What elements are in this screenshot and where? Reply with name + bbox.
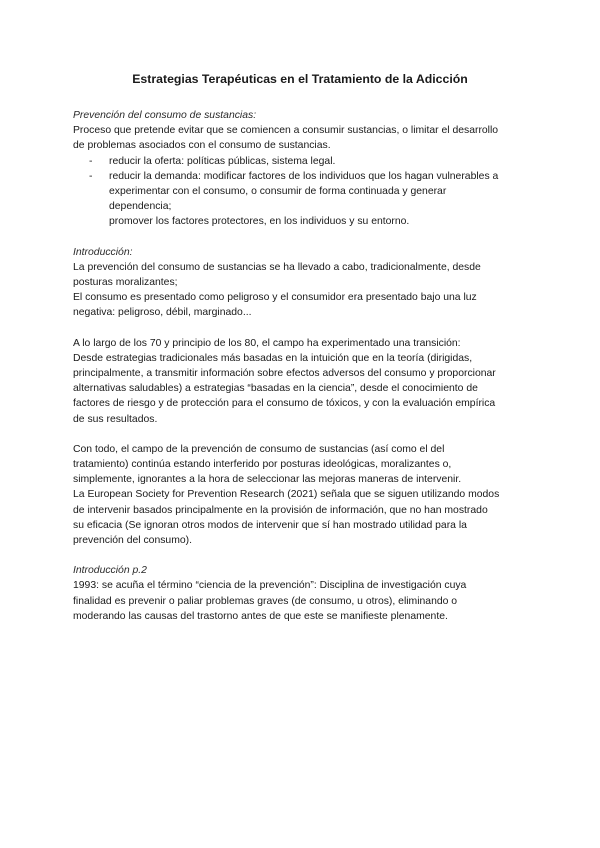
paragraph-line: tratamiento) continúa estando interferido por posturas ideológicas, moralizantes o, [73, 459, 452, 471]
paragraph-line: de problemas asociados con el consumo de sustancias. [73, 140, 331, 152]
bullet-text: reducir la oferta: políticas públicas, sistema legal. [109, 155, 336, 167]
paragraph-line: alternativas saludables) a estrategias “basadas en la ciencia”, desde el conocimiento de [73, 383, 478, 395]
paragraph-line: simplemente, ignorantes a la hora de seleccionar las mejoras maneras de intervenir. [73, 474, 462, 486]
document-body [73, 108, 535, 624]
bullet-list [73, 154, 535, 215]
paragraph-line: prevención del consumo). [73, 535, 192, 547]
paragraph-line: Desde estrategias tradicionales más basadas en la intuición que en la teoría (dirigidas, [73, 352, 473, 364]
paragraph-line: factores de riesgo y de protección para el consumo de tóxicos, y con la evaluación empírica [73, 398, 496, 410]
bullet-item [73, 154, 535, 169]
spacer [73, 230, 535, 245]
paragraph-line: La European Society for Prevention Research (2021) señala que se siguen utilizando modos [73, 489, 500, 501]
paragraph-line: de sus resultados. [73, 413, 158, 425]
paragraph-line: moderando las causas del trastorno antes de que este se manifieste plenamente. [73, 610, 448, 622]
paragraph-line: A lo largo de los 70 y principio de los 80, el campo ha experimentado una transición: [73, 337, 461, 349]
paragraph-line: finalidad es prevenir o paliar problemas graves (de consumo, u otros), eliminando o [73, 595, 458, 607]
document-title: Estrategias Terapéuticas en el Tratamiento de la Adicción [132, 72, 468, 86]
bullet-text: experimentar con el consumo, o consumir de forma continuada y generar [109, 186, 447, 198]
section-heading-introduction-p2: Introducción p.2 [73, 565, 147, 577]
paragraph-line: de intervenir basados principalmente en la provisión de información, que no han mostrado [73, 504, 488, 516]
spacer [73, 427, 535, 442]
bullet-continuation: promover los factores protectores, en los individuos y su entorno. [109, 216, 410, 228]
paragraph-line: principalmente, a transmitir información sobre efectos adversos del consumo y proporcionar [73, 368, 496, 380]
paragraph-line: negativa: peligroso, débil, marginado... [73, 307, 252, 319]
spacer [73, 548, 535, 563]
section-heading-introduction: Introducción: [73, 246, 133, 258]
section-heading-prevention: Prevención del consumo de sustancias: [73, 110, 257, 121]
paragraph-line: posturas moralizantes; [73, 277, 178, 289]
paragraph-line: Con todo, el campo de la prevención de consumo de sustancias (así como el del [73, 443, 445, 455]
bullet-dash: - [89, 170, 93, 182]
paragraph-line: 1993: se acuña el término “ciencia de la prevención”: Disciplina de investigación cuya [73, 580, 467, 592]
bullet-dash: - [89, 155, 93, 167]
paragraph-line: Proceso que pretende evitar que se comiencen a consumir sustancias, o limitar el desarrollo [73, 125, 499, 137]
bullet-text: reducir la demanda: modificar factores de los individuos que los hagan vulnerables a [109, 170, 499, 182]
bullet-item [73, 169, 535, 215]
paragraph-line: La prevención del consumo de sustancias se ha llevado a cabo, tradicionalmente, desde [73, 261, 481, 273]
bullet-text: dependencia; [109, 201, 172, 213]
spacer [73, 321, 535, 336]
paragraph-line: su eficacia (Se ignoran otros modos de intervenir que sí han mostrado utilidad para la [73, 519, 467, 531]
paragraph-line: El consumo es presentado como peligroso y el consumidor era presentado bajo una luz [73, 292, 477, 304]
